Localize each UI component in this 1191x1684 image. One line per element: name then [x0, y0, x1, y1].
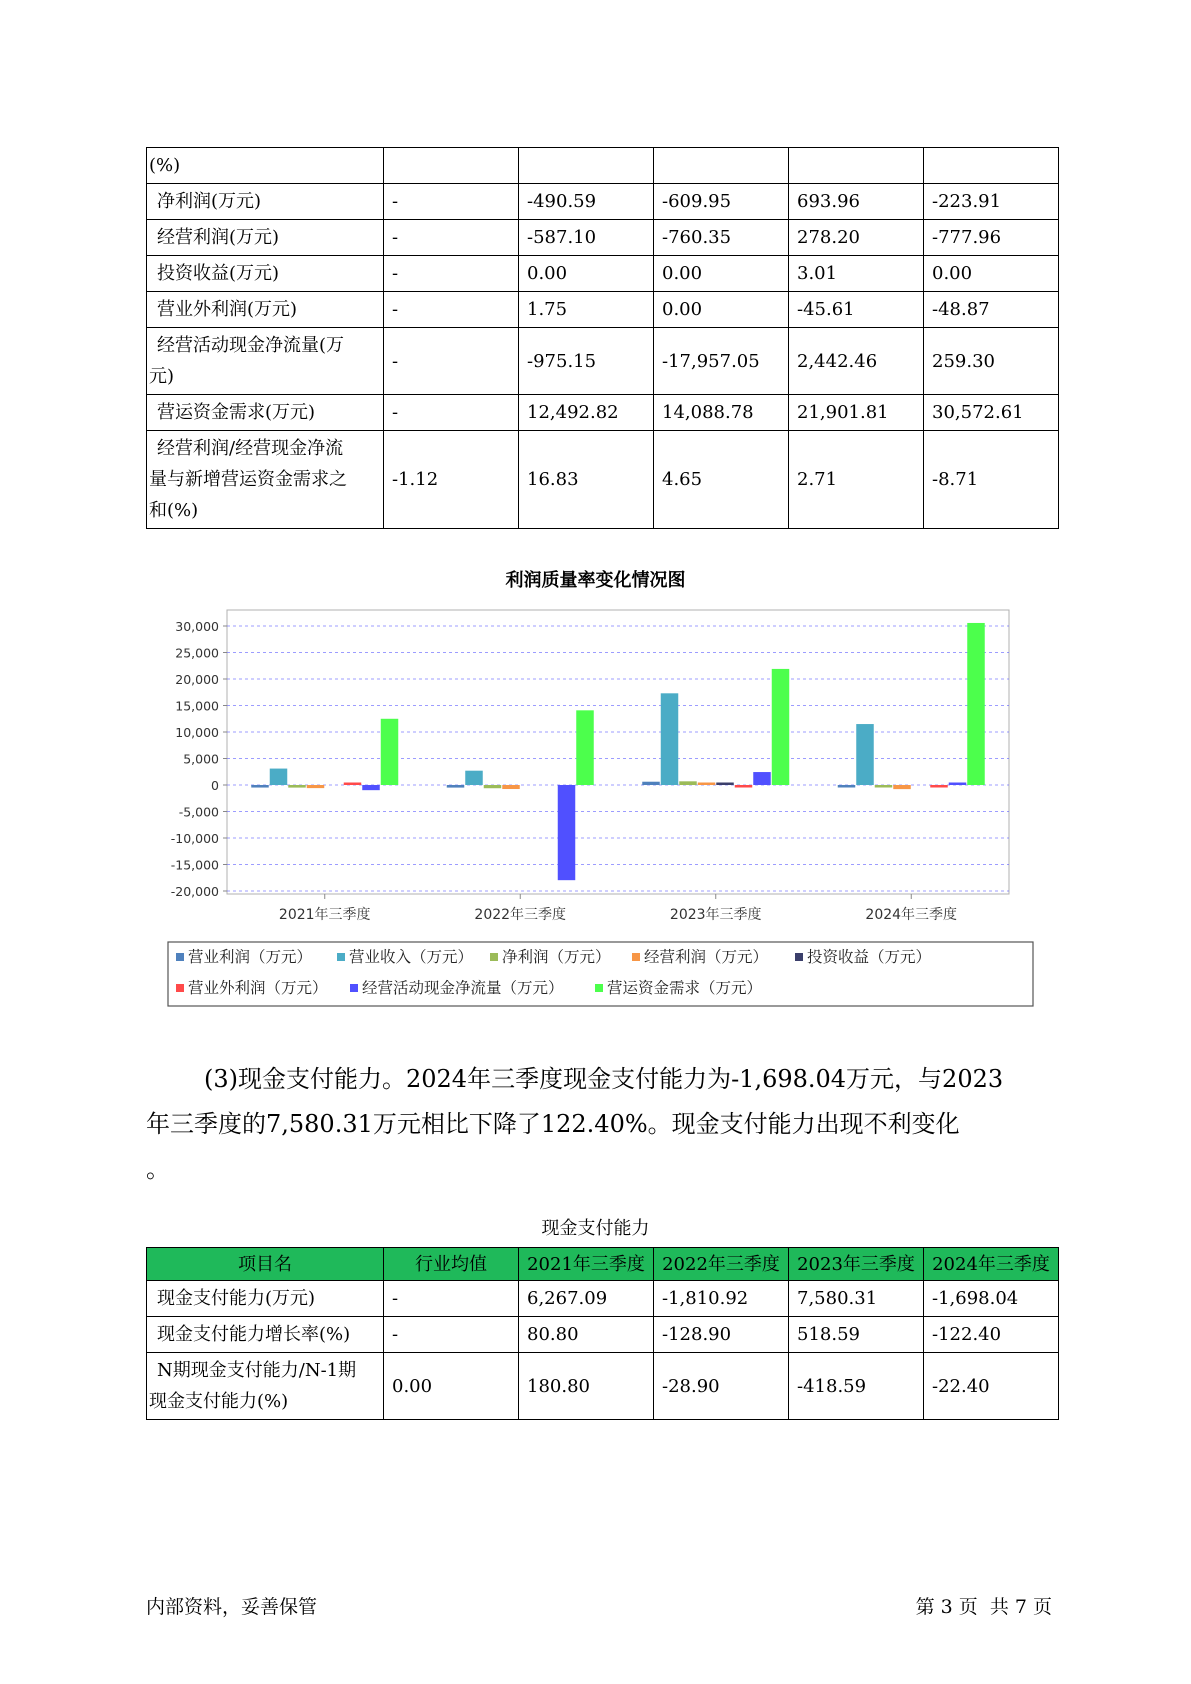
- cell-2024: 259.30: [924, 328, 1059, 395]
- bar: [838, 785, 856, 788]
- x-tick-label: 2022年三季度: [474, 907, 567, 923]
- cell-2022: -760.35: [654, 220, 789, 256]
- header-2021: 2021年三季度: [519, 1248, 654, 1281]
- legend-label: 经营利润（万元）: [644, 948, 769, 966]
- bar: [753, 772, 771, 785]
- bar: [716, 783, 734, 786]
- cell-industry-avg: -: [384, 220, 519, 256]
- cell-2022: 14,088.78: [654, 395, 789, 431]
- cell-2024: 0.00: [924, 256, 1059, 292]
- legend-swatch: [595, 984, 603, 992]
- row-label-line: 经营利润/经营现金净流: [157, 438, 344, 459]
- cell-2023: 518.59: [789, 1317, 924, 1353]
- legend-label: 净利润（万元）: [502, 948, 611, 966]
- y-tick-label: 30,000: [175, 619, 219, 634]
- cell-2023: 7,580.31: [789, 1281, 924, 1317]
- row-label: 净利润(万元): [147, 184, 384, 220]
- cell-industry-avg: -: [384, 256, 519, 292]
- cell-2023: 2,442.46: [789, 328, 924, 395]
- legend-label: 投资收益（万元）: [807, 948, 932, 966]
- row-label: 营运资金需求(万元): [147, 395, 384, 431]
- bar: [484, 785, 502, 788]
- cell-2023: 2.71: [789, 431, 924, 529]
- paragraph: [146, 1102, 960, 1192]
- header-2023: 2023年三季度: [789, 1248, 924, 1281]
- row-label: 经营利润(万元): [147, 220, 384, 256]
- paragraph-line: (3)现金支付能力。2024年三季度现金支付能力为-1,698.04万元，与2023: [204, 1065, 1004, 1093]
- x-tick-label: 2023年三季度: [669, 907, 762, 923]
- bar: [251, 785, 269, 788]
- bar: [772, 669, 790, 785]
- paragraph-line: 年三季度的7,580.31万元相比下降了122.40%。现金支付能力出现不利变化: [146, 1110, 960, 1138]
- footer-page-number: 第 3 页 共 7 页: [915, 1596, 1052, 1618]
- cash-payment-table: [146, 1247, 1059, 1420]
- cell-2024: -22.40: [924, 1353, 1059, 1420]
- legend-swatch: [632, 953, 640, 961]
- row-label-line: 元): [149, 366, 175, 387]
- paragraph-line: 。: [146, 1155, 170, 1183]
- row-label: [147, 1353, 384, 1420]
- cell-2024: -122.40: [924, 1317, 1059, 1353]
- bar: [661, 693, 679, 785]
- cell-industry-avg: -1.12: [384, 431, 519, 529]
- row-label-line: 经营活动现金净流量(万: [157, 335, 345, 356]
- cell-2022: -609.95: [654, 184, 789, 220]
- bar: [558, 785, 576, 880]
- bar: [502, 785, 520, 789]
- legend-swatch: [490, 953, 498, 961]
- cell-2024: -8.71: [924, 431, 1059, 529]
- cell-industry-avg: -: [384, 184, 519, 220]
- cell-2021: -587.10: [519, 220, 654, 256]
- row-label-line: 量与新增营运资金需求之: [149, 469, 347, 490]
- bar: [288, 785, 306, 788]
- y-tick-label: 10,000: [175, 725, 219, 740]
- x-tick-label: 2021年三季度: [278, 907, 371, 923]
- cell-2023: 278.20: [789, 220, 924, 256]
- y-tick-label: 15,000: [175, 698, 219, 714]
- y-tick-label: -10,000: [170, 831, 219, 846]
- row-label-line: N期现金支付能力/N-1期: [157, 1360, 357, 1381]
- cell-industry-avg: -: [384, 395, 519, 431]
- legend-swatch: [176, 953, 184, 961]
- x-tick-label: 2024年三季度: [865, 907, 958, 923]
- cell-2022: 4.65: [654, 431, 789, 529]
- bar: [679, 781, 697, 785]
- footer-confidential: 内部资料，妥善保管: [146, 1596, 318, 1618]
- cell-2021: 16.83: [519, 431, 654, 529]
- cell-2024: -223.91: [924, 184, 1059, 220]
- bar: [930, 785, 948, 788]
- y-tick-label: -5,000: [178, 804, 219, 820]
- row-label: 现金支付能力(万元): [147, 1281, 384, 1317]
- cell-2021: 6,267.09: [519, 1281, 654, 1317]
- bar: [698, 783, 716, 786]
- cell-industry-avg: -: [384, 1317, 519, 1353]
- legend-swatch: [350, 984, 358, 992]
- paragraph: [204, 1057, 1003, 1102]
- bar: [949, 783, 967, 786]
- table-row: [147, 1317, 1059, 1353]
- table-row: [147, 1281, 1059, 1317]
- y-tick-label: -15,000: [170, 857, 219, 873]
- cell-2024: -1,698.04: [924, 1281, 1059, 1317]
- bar: [270, 769, 288, 785]
- bar: [735, 785, 753, 788]
- header-item: 项目名: [147, 1248, 384, 1281]
- chart-title: 利润质量率变化情况图: [505, 570, 686, 591]
- table-row: [147, 1353, 1059, 1420]
- y-tick-label: -20,000: [170, 884, 219, 899]
- bar: [362, 785, 380, 790]
- row-label: 现金支付能力增长率(%): [147, 1317, 384, 1353]
- y-tick-label: 20,000: [175, 672, 219, 687]
- legend-swatch: [176, 984, 184, 992]
- cell-2023: 21,901.81: [789, 395, 924, 431]
- y-tick-label: 0: [211, 778, 219, 793]
- cell-2024: -48.87: [924, 292, 1059, 328]
- cell-2021: -975.15: [519, 328, 654, 395]
- row-label-line: 和(%): [149, 500, 199, 521]
- cell-2022: -28.90: [654, 1353, 789, 1420]
- row-label: 营业外利润(万元): [147, 292, 384, 328]
- cell-2022: -17,957.05: [654, 328, 789, 395]
- bar: [344, 783, 362, 786]
- cell-2021: 0.00: [519, 256, 654, 292]
- bar: [856, 724, 874, 785]
- table-caption: 现金支付能力: [541, 1218, 650, 1239]
- cell-industry-avg: -: [384, 292, 519, 328]
- header-industry-avg: 行业均值: [384, 1248, 519, 1281]
- bar: [875, 785, 893, 788]
- header-2022: 2022年三季度: [654, 1248, 789, 1281]
- cell-2021: 80.80: [519, 1317, 654, 1353]
- cell-2022: -128.90: [654, 1317, 789, 1353]
- cell-industry-avg: -: [384, 1281, 519, 1317]
- bar: [967, 623, 985, 785]
- cell-2021: -490.59: [519, 184, 654, 220]
- row-label: 投资收益(万元): [147, 256, 384, 292]
- cell-2022: -1,810.92: [654, 1281, 789, 1317]
- y-tick-label: 5,000: [183, 751, 219, 767]
- cell-2024: -777.96: [924, 220, 1059, 256]
- bar: [893, 785, 911, 789]
- cell-2024: 30,572.61: [924, 395, 1059, 431]
- legend-label: 营业收入（万元）: [349, 948, 474, 966]
- cell-2022: 0.00: [654, 256, 789, 292]
- bar: [465, 771, 483, 785]
- table-header-row: [147, 1248, 1059, 1281]
- bar: [642, 782, 660, 785]
- legend-swatch: [795, 953, 803, 961]
- bar: [576, 710, 594, 785]
- row-label-line: 现金支付能力(%): [149, 1391, 289, 1412]
- legend-swatch: [337, 953, 345, 961]
- cell-2023: -45.61: [789, 292, 924, 328]
- bar: [307, 785, 325, 788]
- cell-2023: 693.96: [789, 184, 924, 220]
- bar: [381, 719, 399, 785]
- legend-label: 营业利润（万元）: [188, 948, 313, 966]
- header-2024: 2024年三季度: [924, 1248, 1059, 1281]
- cell-2023: -418.59: [789, 1353, 924, 1420]
- legend-label: 营运资金需求（万元）: [607, 979, 763, 997]
- cell-industry-avg: -: [384, 328, 519, 395]
- cell-2021: 1.75: [519, 292, 654, 328]
- y-tick-label: 25,000: [175, 645, 219, 661]
- legend-label: 营业外利润（万元）: [188, 979, 328, 997]
- bar: [447, 785, 465, 788]
- cell-industry-avg: 0.00: [384, 1353, 519, 1420]
- cell-2022: 0.00: [654, 292, 789, 328]
- cell-2021: 180.80: [519, 1353, 654, 1420]
- cell-2023: 3.01: [789, 256, 924, 292]
- cell-2021: 12,492.82: [519, 395, 654, 431]
- row-label: (%): [147, 148, 384, 184]
- legend-label: 经营活动现金净流量（万元）: [362, 979, 564, 997]
